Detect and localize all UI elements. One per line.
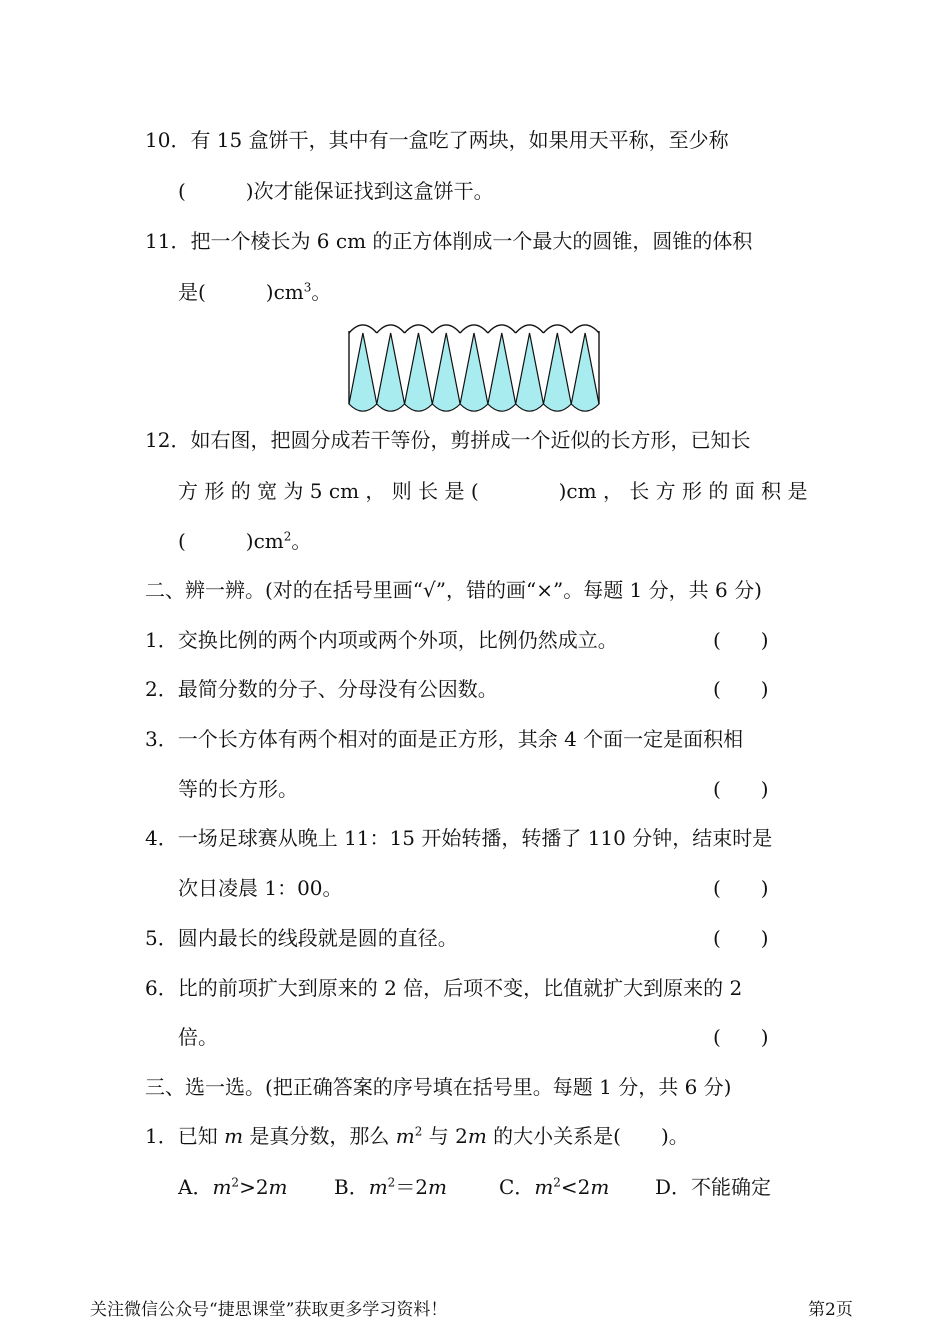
var-m: m — [534, 1175, 554, 1199]
footer-left-text: 关注微信公众号“捷思课堂”获取更多学习资料！ — [90, 1300, 448, 1320]
var-m: m — [212, 1175, 232, 1199]
option-a-label: A． — [178, 1175, 213, 1199]
s3-q1-mid2: 与 2 — [422, 1124, 468, 1148]
s2-item3-line2: 等的长方形。 — [178, 777, 298, 801]
sector-up — [460, 333, 488, 411]
top-arc — [377, 325, 405, 333]
s3-q1-suffix: 的大小关系是( )。 — [486, 1124, 689, 1148]
option-c-label: C． — [499, 1175, 535, 1199]
q11-line2-pre: 是( )cm — [178, 280, 304, 304]
q12-line3-post: 。 — [291, 529, 312, 553]
top-arc — [488, 325, 516, 333]
top-arc — [516, 325, 544, 333]
q11-cube-exponent: 3 — [303, 280, 312, 295]
option-c-rel: <2 — [560, 1175, 591, 1199]
sector-up — [543, 333, 571, 411]
sector-up — [488, 333, 516, 411]
sector-up — [516, 333, 544, 411]
section3-heading: 三、选一选。(把正确答案的序号填在括号里。每题 1 分，共 6 分) — [145, 1075, 732, 1099]
q11-line2 — [178, 280, 331, 304]
s3-q1-option-b[interactable] — [334, 1175, 447, 1199]
s2-item3-answer-paren[interactable]: ( ) — [713, 777, 769, 801]
top-arc — [349, 325, 377, 333]
s2-item5-answer-paren[interactable]: ( ) — [713, 926, 769, 950]
s2-item4-line2: 次日凌晨 1：00。 — [178, 876, 343, 900]
q12-line1: 12．如右图，把圆分成若干等份，剪拼成一个近似的长方形，已知长 — [145, 428, 751, 452]
q12-line3 — [178, 529, 311, 553]
top-arc — [460, 325, 488, 333]
s3-q1-option-a[interactable] — [178, 1175, 288, 1199]
s3-q1-stem — [145, 1124, 689, 1148]
var-m: m — [368, 1175, 388, 1199]
var-m: m — [395, 1124, 415, 1148]
s2-item6-line1: 6．比的前项扩大到原来的 2 倍，后项不变，比值就扩大到原来的 2 — [145, 976, 743, 1000]
sector-up — [349, 333, 377, 411]
s2-item4-line1: 4．一场足球赛从晚上 11：15 开始转播，转播了 110 分钟，结束时是 — [145, 826, 773, 850]
square-exponent: 2 — [231, 1175, 240, 1190]
s3-q1-mid1: 是真分数，那么 — [243, 1124, 396, 1148]
q11-line2-post: 。 — [311, 280, 332, 304]
sector-up — [571, 333, 599, 411]
s2-item2-answer-paren[interactable]: ( ) — [713, 677, 769, 701]
square-exponent: 2 — [387, 1175, 396, 1190]
section2-heading: 二、辨一辨。(对的在括号里画“√”，错的画“×”。每题 1 分，共 6 分) — [145, 578, 762, 602]
s2-item1-line1: 1．交换比例的两个内项或两个外项，比例仍然成立。 — [145, 628, 618, 652]
q12-line3-pre: ( )cm — [178, 529, 284, 553]
top-arc — [432, 325, 460, 333]
s3-q1-prefix: 1．已知 — [145, 1124, 225, 1148]
s2-item1-answer-paren[interactable]: ( ) — [713, 628, 769, 652]
page-number: 第2页 — [808, 1300, 853, 1320]
top-arc — [543, 325, 571, 333]
s3-q1-option-c[interactable] — [499, 1175, 609, 1199]
s3-q1-option-d[interactable]: D．不能确定 — [655, 1175, 772, 1199]
option-b-label: B． — [334, 1175, 369, 1199]
q10-line2: ( )次才能保证找到这盒饼干。 — [178, 179, 494, 203]
s2-item6-line2: 倍。 — [178, 1025, 218, 1049]
q10-line1: 10．有 15 盒饼干，其中有一盒吃了两块，如果用天平称，至少称 — [145, 128, 729, 152]
s2-item3-line1: 3．一个长方体有两个相对的面是正方形，其余 4 个面一定是面积相 — [145, 727, 744, 751]
q12-square-exponent: 2 — [283, 529, 292, 544]
var-m: m — [224, 1124, 244, 1148]
var-m: m — [590, 1175, 610, 1199]
top-arc — [571, 325, 599, 333]
option-b-rel: ＝2 — [395, 1175, 429, 1199]
sector-up — [432, 333, 460, 411]
q11-line1: 11．把一个棱长为 6 cm 的正方体削成一个最大的圆锥，圆锥的体积 — [145, 229, 753, 253]
s2-item4-answer-paren[interactable]: ( ) — [713, 876, 769, 900]
circle-cut-into-rectangle-figure — [345, 314, 603, 414]
s2-item6-answer-paren[interactable]: ( ) — [713, 1025, 769, 1049]
q12-line2: 方 形 的 宽 为 5 cm ， 则 长 是 ( )cm ， 长 方 形 的 面 积 是 — [178, 479, 808, 503]
option-a-rel: >2 — [239, 1175, 269, 1199]
var-m: m — [428, 1175, 448, 1199]
figure-group — [349, 325, 599, 411]
square-exponent: 2 — [414, 1124, 423, 1139]
s2-item5-line1: 5．圆内最长的线段就是圆的直径。 — [145, 926, 458, 950]
sector-up — [405, 333, 433, 411]
square-exponent: 2 — [553, 1175, 561, 1190]
var-m: m — [467, 1124, 487, 1148]
var-m: m — [268, 1175, 288, 1199]
s2-item2-line1: 2．最简分数的分子、分母没有公因数。 — [145, 677, 498, 701]
sector-up — [377, 333, 405, 411]
top-arc — [405, 325, 433, 333]
